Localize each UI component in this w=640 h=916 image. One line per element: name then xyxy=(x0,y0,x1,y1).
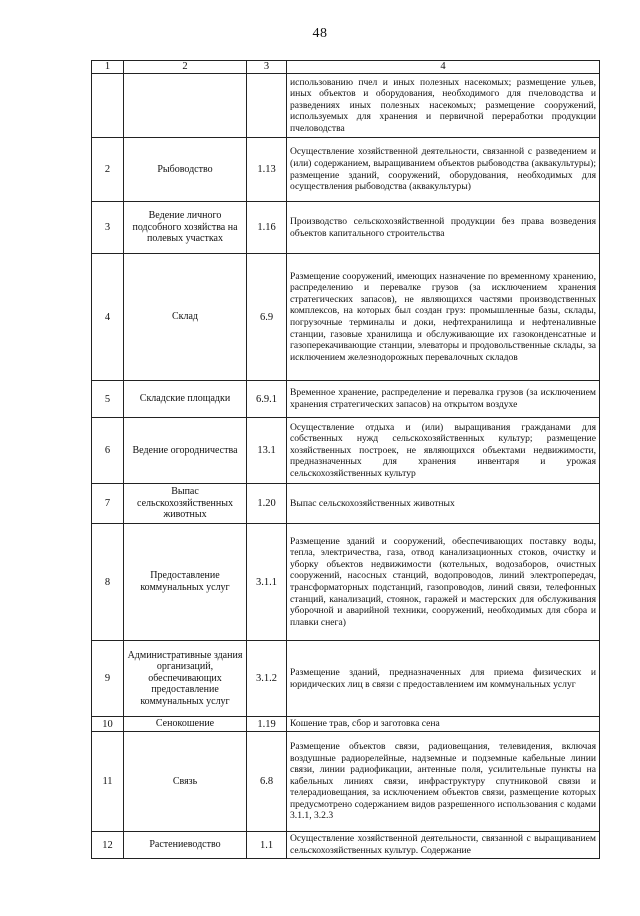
row-description: Осуществление отдыха и (или) выращивания гражданами для собственных нужд сельскохозяйственных культур; размещение хозяйственных построек, не являющихся объектами недвижимости, предназначенных для хранения инвентаря и урожая сельскохозяйственных культур xyxy=(287,418,600,484)
row-name: Связь xyxy=(124,732,247,832)
row-description: Размещение зданий и сооружений, обеспечивающих поставку воды, тепла, электричества, газа, отвод канализационных стоков, очистку и уборку объектов недвижимости (котельных, водозаборов, очистных сооружений, насосных станций, водопроводов, линий электропередач, трансформаторных подстанций, газопроводов, линий связи, телефонных станций, канализаций, стоянок, гаражей и мастерских для обслуживания уборочной и аварийной техники, сооружений, необходимых для сбора и плавки снега) xyxy=(287,524,600,641)
row-code: 1.19 xyxy=(247,717,287,732)
row-description: Производство сельскохозяйственной продукции без права возведения объектов капитального строительства xyxy=(287,202,600,254)
table-row xyxy=(92,138,600,202)
row-number: 6 xyxy=(92,418,124,484)
table-row xyxy=(92,254,600,381)
row-code: 1.16 xyxy=(247,202,287,254)
table-row xyxy=(92,641,600,717)
row-code: 1.1 xyxy=(247,832,287,859)
row-number: 5 xyxy=(92,381,124,418)
row-code: 6.9.1 xyxy=(247,381,287,418)
row-name: Сенокошение xyxy=(124,717,247,732)
row-name: Административные здания организаций, обеспечивающих предоставление коммунальных услуг xyxy=(124,641,247,717)
row-description: Размещение сооружений, имеющих назначение по временному хранению, распределению и перевалке грузов (за исключением хранения стратегических запасов), не являющихся частями производственных комплексов, на которых был создан груз: промышленные базы, склады, погрузочные терминалы и доки, нефтехранилища и нефтеналивные станции, газовые хранилища и обслуживающие их газоконденсатные и газоперекачивающие станции, элеваторы и продовольственные склады, за исключением железнодорожных перевалочных складов xyxy=(287,254,600,381)
row-code: 1.20 xyxy=(247,484,287,524)
land-use-table xyxy=(91,60,600,859)
table-row xyxy=(92,832,600,859)
row-number xyxy=(92,74,124,138)
header-col-1: 1 xyxy=(92,61,124,74)
row-number: 9 xyxy=(92,641,124,717)
row-name: Растениеводство xyxy=(124,832,247,859)
table-row xyxy=(92,717,600,732)
row-name xyxy=(124,74,247,138)
row-description: Размещение зданий, предназначенных для приема физических и юридических лиц в связи с предоставлением им коммунальных услуг xyxy=(287,641,600,717)
row-description: Выпас сельскохозяйственных животных xyxy=(287,484,600,524)
row-name: Предоставление коммунальных услуг xyxy=(124,524,247,641)
header-col-4: 4 xyxy=(287,61,600,74)
row-code: 6.9 xyxy=(247,254,287,381)
table-header-row xyxy=(92,61,600,74)
page-number: 48 xyxy=(312,26,328,41)
row-name: Рыбоводство xyxy=(124,138,247,202)
row-code: 3.1.1 xyxy=(247,524,287,641)
row-description: Осуществление хозяйственной деятельности, связанной с разведением и (или) содержанием, выращиванием объектов рыбоводства (аквакультуры); размещение зданий, сооружений, оборудования, необходимых для осуществления рыбоводства (аквакультуры) xyxy=(287,138,600,202)
row-number: 3 xyxy=(92,202,124,254)
row-description: Временное хранение, распределение и перевалка грузов (за исключением хранения стратегических запасов) на открытом воздухе xyxy=(287,381,600,418)
header-col-3: 3 xyxy=(247,61,287,74)
row-code: 3.1.2 xyxy=(247,641,287,717)
row-number: 8 xyxy=(92,524,124,641)
table-row xyxy=(92,484,600,524)
row-code: 6.8 xyxy=(247,732,287,832)
row-description: Осуществление хозяйственной деятельности, связанной с выращиванием сельскохозяйственных культур. Содержание xyxy=(287,832,600,859)
row-description: Кошение трав, сбор и заготовка сена xyxy=(287,717,600,732)
row-description: использованию пчел и иных полезных насекомых; размещение ульев, иных объектов и оборудования, необходимого для пчеловодства и разведениях иных полезных насекомых; размещение сооружений, используемых для хранения и первичной переработки продукции пчеловодства xyxy=(287,74,600,138)
row-name: Склад xyxy=(124,254,247,381)
row-number: 11 xyxy=(92,732,124,832)
row-code: 1.13 xyxy=(247,138,287,202)
header-col-2: 2 xyxy=(124,61,247,74)
table-row xyxy=(92,74,600,138)
row-number: 7 xyxy=(92,484,124,524)
row-number: 10 xyxy=(92,717,124,732)
row-number: 12 xyxy=(92,832,124,859)
table-row xyxy=(92,202,600,254)
row-number: 2 xyxy=(92,138,124,202)
row-name: Ведение огородничества xyxy=(124,418,247,484)
row-name: Складские площадки xyxy=(124,381,247,418)
table-row xyxy=(92,524,600,641)
row-code: 13.1 xyxy=(247,418,287,484)
row-name: Выпас сельскохозяйственных животных xyxy=(124,484,247,524)
table-row xyxy=(92,732,600,832)
table-row xyxy=(92,381,600,418)
table-row xyxy=(92,418,600,484)
row-name: Ведение личного подсобного хозяйства на полевых участках xyxy=(124,202,247,254)
row-code xyxy=(247,74,287,138)
row-description: Размещение объектов связи, радиовещания, телевидения, включая воздушные радиорелейные, надземные и подземные кабельные линии связи, линии радиофикации, антенные поля, усилительные пункты на кабельных линиях связи, инфраструктуру спутниковой связи и телерадиовещания, за исключением объектов связи, размещение которых предусмотрено содержанием видов разрешенного использования с кодами 3.1.1, 3.2.3 xyxy=(287,732,600,832)
row-number: 4 xyxy=(92,254,124,381)
